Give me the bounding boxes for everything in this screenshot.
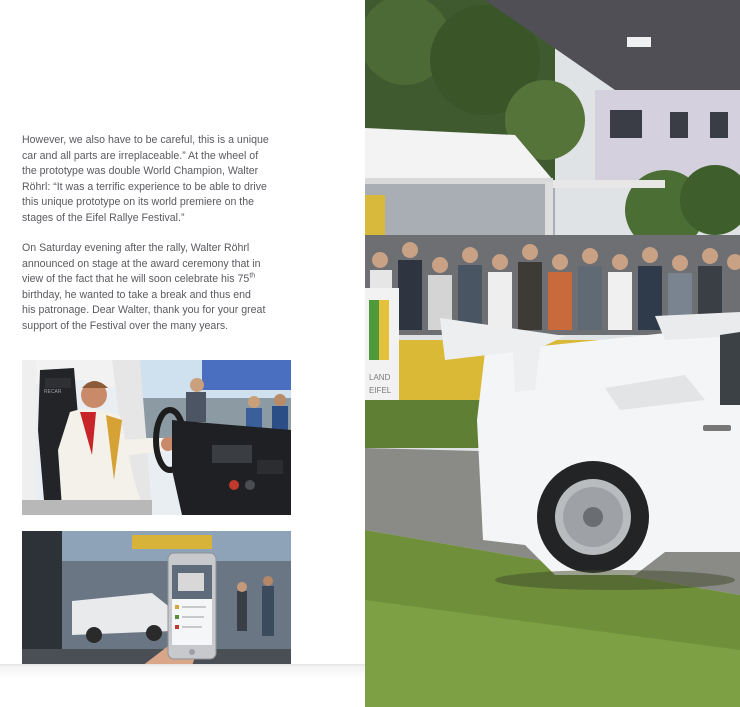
page-bottom-shadow xyxy=(0,664,365,707)
banner-text-land: LAND xyxy=(369,373,391,382)
paragraph-2-line-6: support of the Festival over the many years. xyxy=(22,319,229,332)
paragraph-1-line-1: However, we also have to be careful, this is a unique xyxy=(22,134,269,146)
paragraph-2-line-5: his patronage. Dear Walter, thank you for your great xyxy=(22,304,266,316)
paragraph-1-line-2: car and all parts are irreplaceable.” At the wheel of xyxy=(22,149,259,162)
paragraph-1-line-3: the prototype was double World Champion, Walter xyxy=(22,165,259,177)
driver-photo xyxy=(22,360,291,515)
banner-text-eifel: EIFEL xyxy=(369,386,392,395)
hero-car-photo xyxy=(365,0,740,707)
paragraph-2-line-1: On Saturday evening after the rally, Walter Röhrl xyxy=(22,242,250,254)
paragraph-2-line-4: birthday, he wanted to take a break and thus end xyxy=(22,288,251,301)
paragraph-1-line-6: stages of the Eifel Rallye Festival.” xyxy=(22,211,185,224)
paragraph-1-line-4: Röhrl: “It was a terrific experience to be able to drive xyxy=(22,180,267,193)
left-page xyxy=(0,0,365,707)
seat-brand-label: RECAR xyxy=(44,389,62,395)
smartphone-photo xyxy=(22,531,291,666)
hero-car-illustration xyxy=(365,0,740,707)
article-paragraph-2 xyxy=(22,241,294,334)
smartphone-photo-illustration xyxy=(22,531,291,666)
superscript-th: th xyxy=(249,272,256,280)
driver-photo-illustration xyxy=(22,360,291,515)
paragraph-2-line-3: view of the fact that he will soon celebrate his 75 xyxy=(22,273,250,285)
paragraph-2-line-2: announced on stage at the award ceremony that in xyxy=(22,257,261,270)
article-paragraph-1 xyxy=(22,133,294,226)
paragraph-1-line-5: this unique prototype on its world premiere on the xyxy=(22,196,255,208)
